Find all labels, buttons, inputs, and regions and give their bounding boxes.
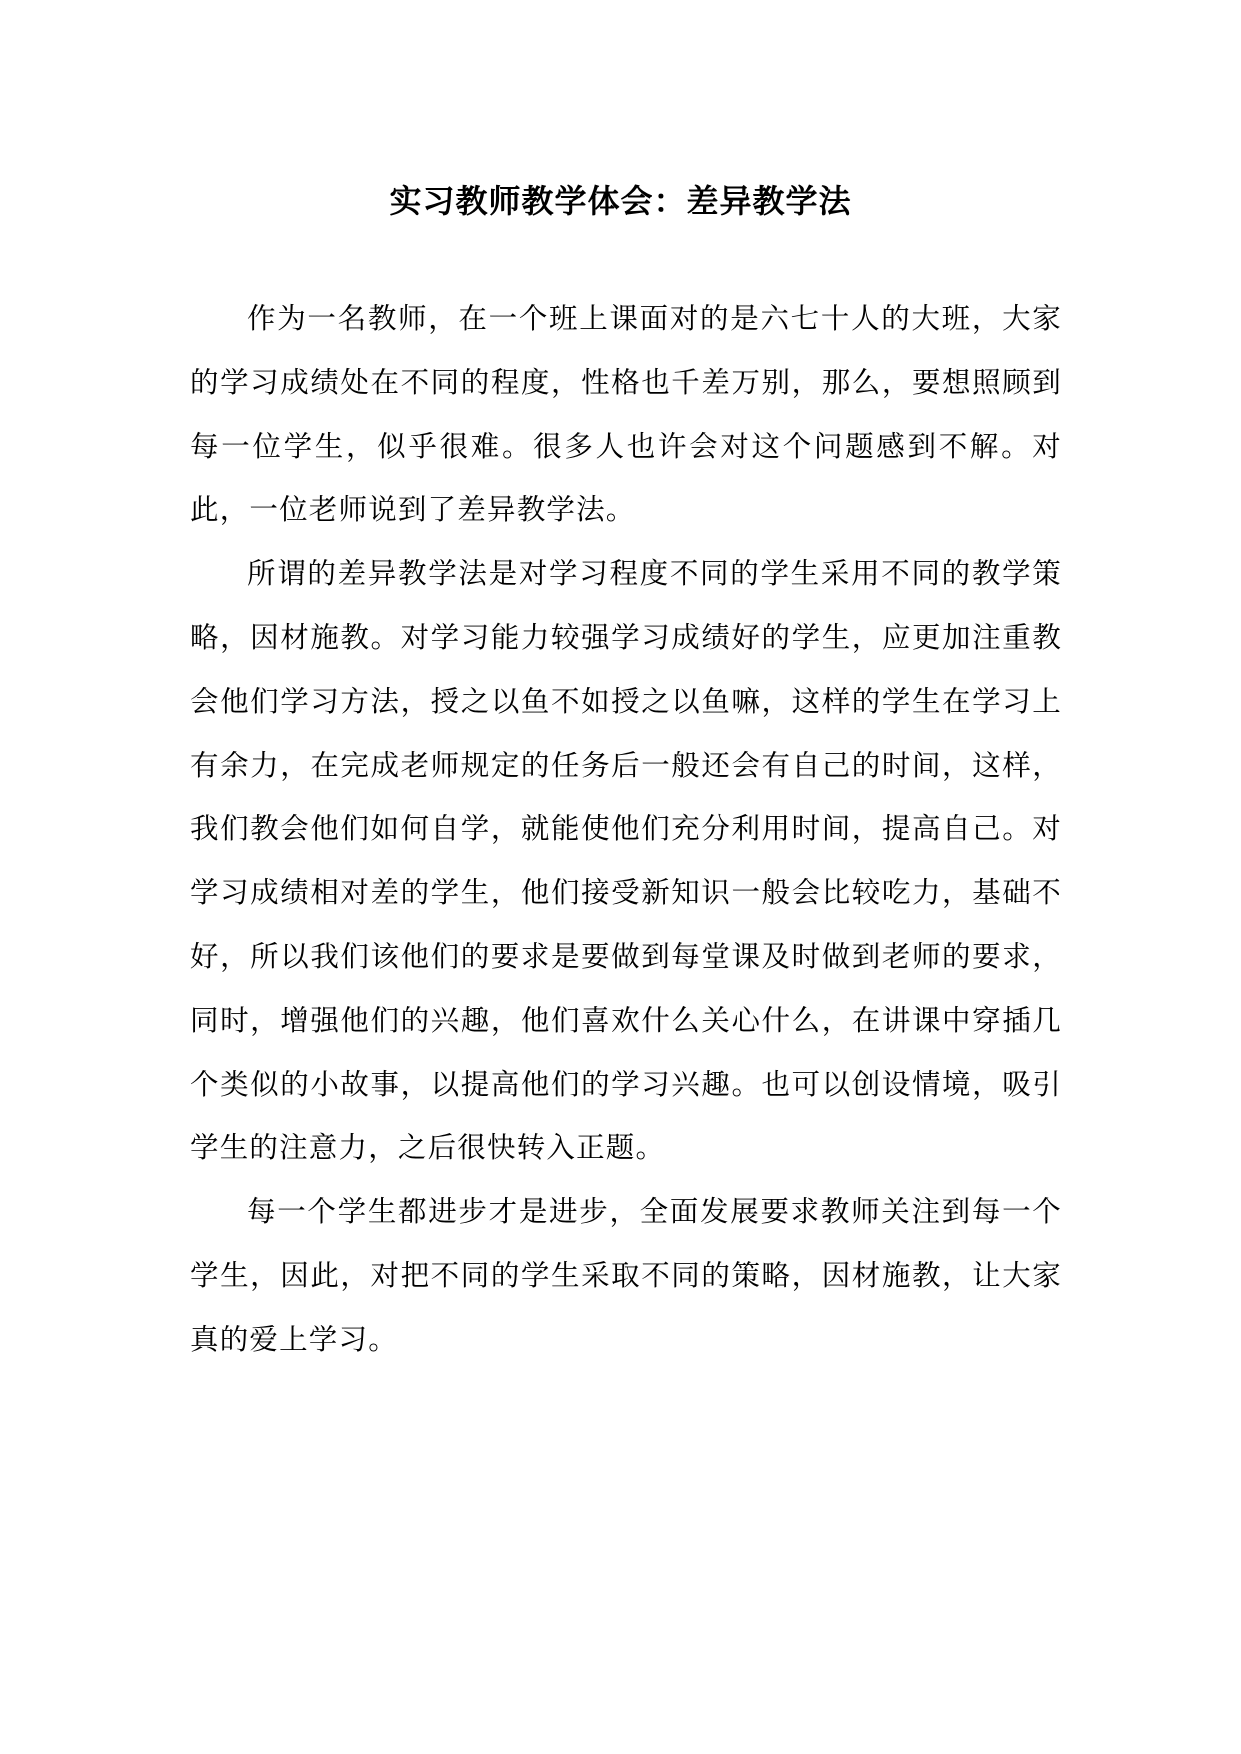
document-title: 实习教师教学体会：差异教学法 — [389, 182, 852, 221]
paragraph-3: 每一个学生都进步才是进步，全面发展要求教师关注到每一个学生，因此，对把不同的学生采取不同的策略，因材施教，让大家真的爱上学习。 — [190, 1195, 1062, 1356]
paragraph-2: 所谓的差异教学法是对学习程度不同的学生采用不同的教学策略，因材施教。对学习能力较强学习成绩好的学生，应更加注重教会他们学习方法，授之以鱼不如授之以鱼嘛，这样的学生在学习上有余力，在完成老师规定的任务后一般还会有自己的时间，这样，我们教会他们如何自学，就能使他们充分利用时间，提高自己。对学习成绩相对差的学生，他们接受新知识一般会比较吃力，基础不好，所以我们该他们的要求是要做到每堂课及时做到老师的要求，同时，增强他们的兴趣，他们喜欢什么关心什么，在讲课中穿插几个类似的小故事，以提高他们的学习兴趣。也可以创设情境，吸引学生的注意力，之后很快转入正题。 — [190, 557, 1062, 1165]
paragraph-1: 作为一名教师，在一个班上课面对的是六七十人的大班，大家的学习成绩处在不同的程度，性格也千差万别，那么，要想照顾到每一位学生，似乎很难。很多人也许会对这个问题感到不解。对此，一位老师说到了差异教学法。 — [190, 302, 1062, 527]
document-body — [190, 287, 1062, 1372]
